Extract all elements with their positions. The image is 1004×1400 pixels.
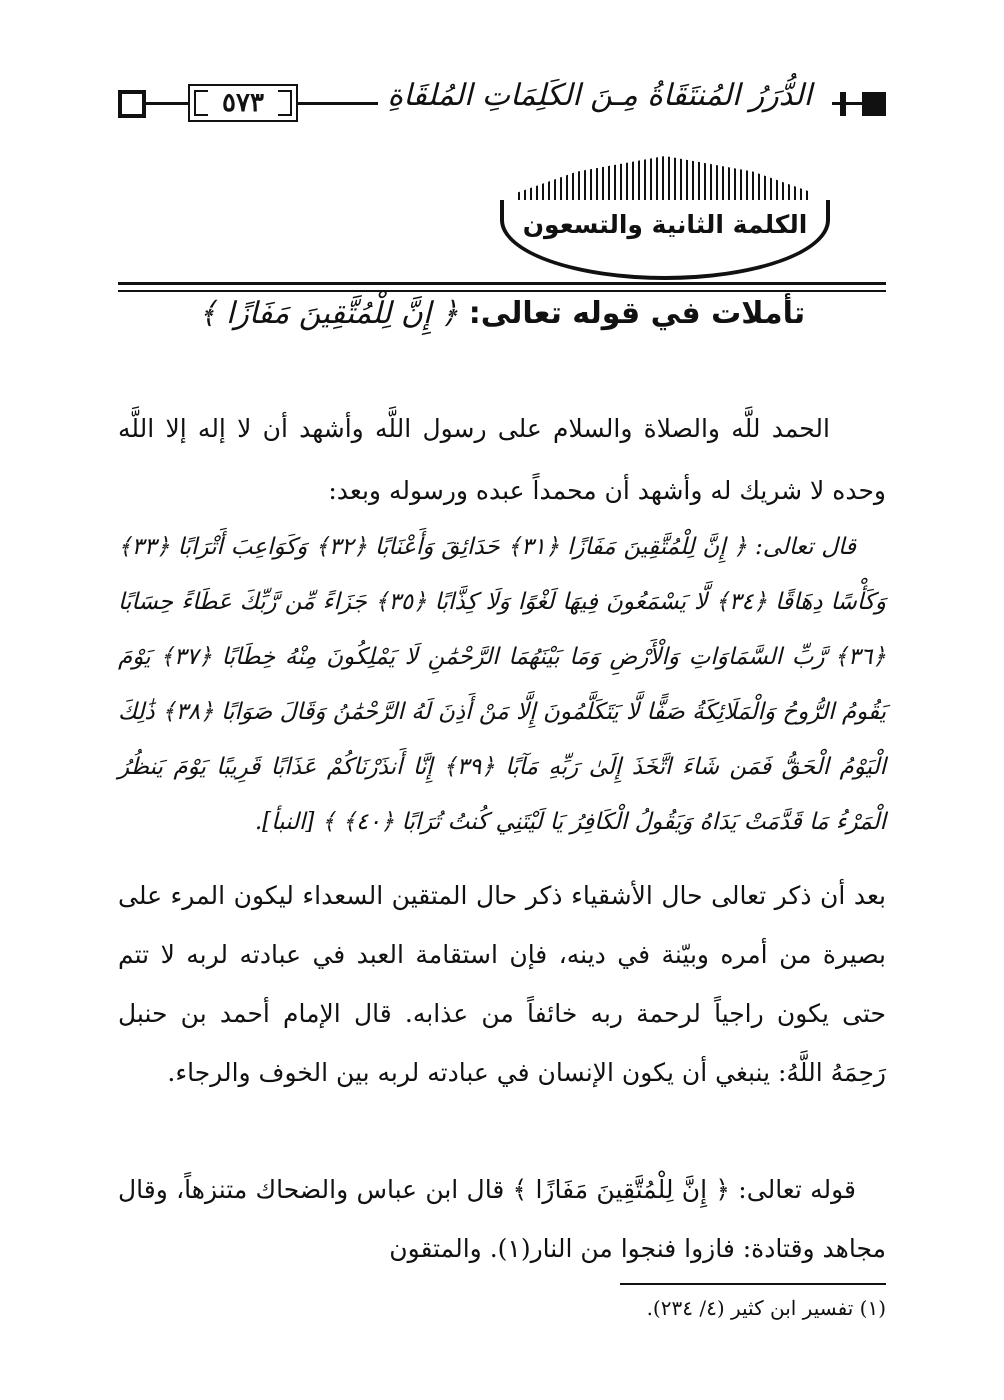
- header-rule-left: [146, 102, 190, 105]
- page-heading: [118, 296, 886, 331]
- paragraph-commentary: بعد أن ذكر تعالى حال الأشقياء ذكر حال المتقين السعداء ليكون المرء على بصيرة من أمره وبيّنة في دينه، فإن استقامة العبد في عبادته لربه لا تتم حتى يكون راجياً لرحمة ربه خائفاً من عذابه. قال الإمام أحمد بن حنبل رَحِمَهُ اللَّهُ: ينبغي أن يكون الإنسان في عبادته لربه بين الخوف والرجاء.: [118, 881, 886, 1087]
- paragraph-quran-quote: قال تعالى: ﴿ إِنَّ لِلْمُتَّقِينَ مَفَازًا ﴿٣١﴾ حَدَائِقَ وَأَعْنَابًا ﴿٣٢﴾ وَكَوَاعِبَ أَتْرَابًا ﴿٣٣﴾ وَكَأْسًا دِهَاقًا ﴿٣٤﴾ لَّا يَسْمَعُونَ فِيهَا لَغْوًا وَلَا كِذَّابًا ﴿٣٥﴾ جَزَاءً مِّن رَّبِّكَ عَطَاءً حِسَابًا ﴿٣٦﴾ رَّبِّ السَّمَاوَاتِ وَالْأَرْضِ وَمَا بَيْنَهُمَا الرَّحْمَٰنِ لَا يَمْلِكُونَ مِنْهُ خِطَابًا ﴿٣٧﴾ يَوْمَ يَقُومُ الرُّوحُ وَالْمَلَائِكَةُ صَفًّا لَّا يَتَكَلَّمُونَ إِلَّا مَنْ أَذِنَ لَهُ الرَّحْمَٰنُ وَقَالَ صَوَابًا ﴿٣٨﴾ ذَٰلِكَ الْيَوْمُ الْحَقُّ فَمَن شَاءَ اتَّخَذَ إِلَىٰ رَبِّهِ مَآبًا ﴿٣٩﴾ إِنَّا أَنذَرْنَاكُمْ عَذَابًا قَرِيبًا يَوْمَ يَنظُرُ الْمَرْءُ مَا قَدَّمَتْ يَدَاهُ وَيَقُولُ الْكَافِرُ يَا لَيْتَنِي كُنتُ تُرَابًا ﴿٤٠﴾ ﴾ [النبأ].: [118, 534, 887, 835]
- heading-verse: ﴿ إِنَّ لِلْمُتَّقِينَ مَفَازًا ﴾: [198, 296, 459, 331]
- paragraph-opening: الحمد للَّه والصلاة والسلام على رسول اللَّه وأشهد أن لا إله إلا اللَّه وحده لا شريك له وأشهد أن محمداً عبده ورسوله وبعد:: [118, 414, 886, 505]
- page-header: [118, 78, 886, 122]
- divider-rule: [118, 282, 886, 285]
- footnote-rule: [620, 1283, 886, 1285]
- footnote: (١) تفسير ابن كثير (٤/ ٢٣٤).: [646, 1296, 886, 1320]
- page-number: ٥٧٣: [188, 84, 298, 122]
- chapter-label: [500, 148, 830, 288]
- heading-prefix: تأملات في قوله تعالى:: [468, 296, 806, 331]
- divider-rule-thin: [118, 290, 886, 292]
- ornament-square-outline: [118, 90, 146, 118]
- running-title: الدُّرَرُ المُنتَقَاةُ مِـنَ الكَلِمَاتِ المُلقَاةِ: [378, 78, 822, 113]
- paragraph-tafsir: قوله تعالى: ﴿ إِنَّ لِلْمُتَّقِينَ مَفَازًا ﴾ قال ابن عباس والضحاك متنزهاً، وقال مجاهد وقتادة: فازوا فنجوا من النار(١). والمتقون: [118, 1175, 886, 1263]
- chapter-title: الكلمة الثانية والتسعون: [522, 210, 808, 239]
- ornament-bar: [840, 92, 846, 116]
- ornament-square-filled: [862, 92, 886, 116]
- header-rule-right: [832, 102, 862, 105]
